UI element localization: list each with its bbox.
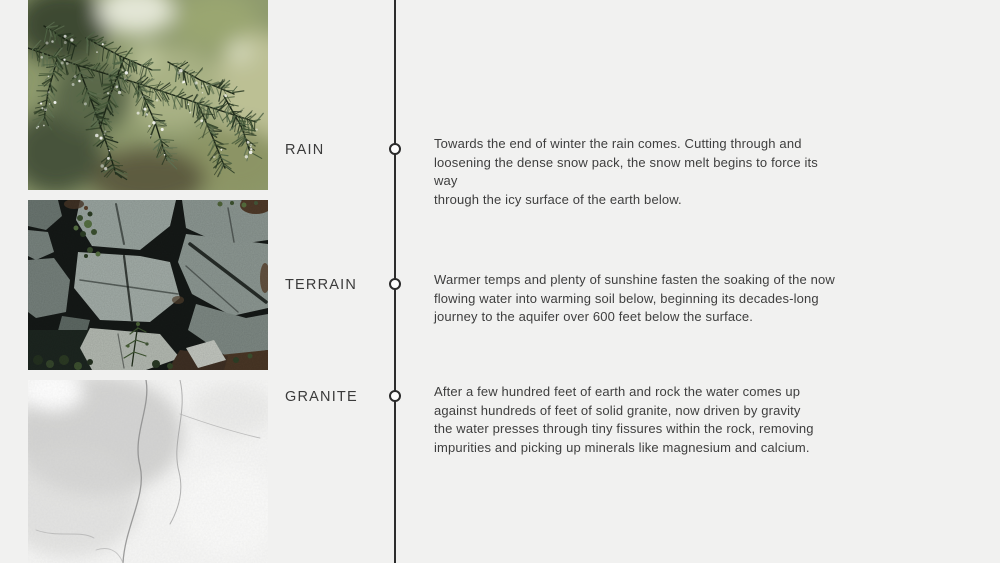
timeline-node-rain: [389, 143, 401, 155]
timeline-node-granite: [389, 390, 401, 402]
photo-terrain-boulders: [28, 200, 268, 370]
text-line: impurities and picking up minerals like magnesium and calcium.: [434, 440, 810, 456]
text-line: the water presses through tiny fissures within the rock, removing: [434, 421, 814, 437]
section-text-terrain: [434, 271, 844, 327]
pine-branch-illustration: [28, 0, 268, 190]
photo-granite-texture: [28, 380, 268, 563]
text-line: journey to the aquifer over 600 feet below the surface.: [434, 309, 753, 325]
section-label-granite: GRANITE: [285, 389, 358, 405]
text-line: Towards the end of winter the rain comes. Cutting through and: [434, 136, 802, 151]
boulders-illustration: [28, 200, 268, 370]
section-label-rain: RAIN: [285, 142, 325, 158]
section-label-terrain: TERRAIN: [285, 277, 358, 293]
text-line: loosening the dense snow pack, the snow melt begins to force its way: [434, 154, 818, 189]
section-text-rain: [434, 135, 844, 210]
photo-rain-pine-branch: [28, 0, 268, 190]
timeline-node-terrain: [389, 278, 401, 290]
text-line: After a few hundred feet of earth and rock the water comes up: [434, 384, 801, 399]
text-line: flowing water into warming soil below, beginning its decades-long: [434, 290, 819, 306]
section-text-granite: [434, 383, 844, 458]
text-line: against hundreds of feet of solid granite, now driven by gravity: [434, 402, 801, 418]
text-line: Warmer temps and plenty of sunshine fasten the soaking of the now: [434, 272, 835, 287]
granite-illustration: [28, 380, 268, 563]
text-line: through the icy surface of the earth below.: [434, 192, 682, 208]
